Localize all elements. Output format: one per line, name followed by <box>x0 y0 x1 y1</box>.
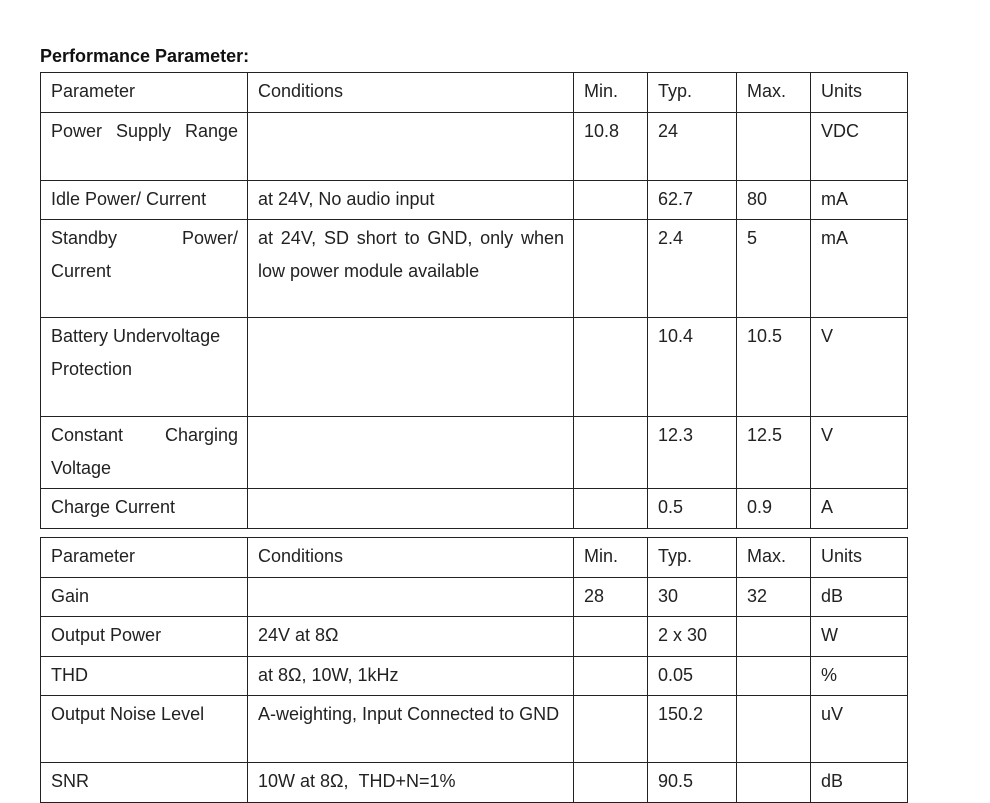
max-cell: 80 <box>737 180 811 220</box>
units-cell: mA <box>811 220 908 318</box>
header-cell: Units <box>811 538 908 578</box>
max-cell <box>737 112 811 180</box>
table-row <box>41 763 908 803</box>
parameter-cell-line: Power Supply Range <box>51 120 238 141</box>
max-cell <box>737 617 811 657</box>
max-cell: 0.9 <box>737 489 811 529</box>
conditions-cell: 10W at 8Ω, THD+N=1% <box>248 763 574 803</box>
typ-cell: 2.4 <box>648 220 737 318</box>
min-cell <box>574 318 648 417</box>
header-cell: Parameter <box>41 73 248 113</box>
conditions-cell: at 24V, SD short to GND, only when low power module available <box>248 220 574 318</box>
header-cell: Min. <box>574 73 648 113</box>
table-header-row <box>41 538 908 578</box>
typ-cell: 0.05 <box>648 656 737 696</box>
units-cell: V <box>811 417 908 489</box>
units-cell: % <box>811 656 908 696</box>
performance-table <box>40 537 908 803</box>
typ-cell: 12.3 <box>648 417 737 489</box>
table-row <box>41 180 908 220</box>
units-cell: dB <box>811 763 908 803</box>
max-cell <box>737 696 811 763</box>
conditions-cell <box>248 417 574 489</box>
units-cell: W <box>811 617 908 657</box>
min-cell <box>574 763 648 803</box>
conditions-cell: at 8Ω, 10W, 1kHz <box>248 656 574 696</box>
header-cell: Conditions <box>248 538 574 578</box>
max-cell: 5 <box>737 220 811 318</box>
header-cell: Typ. <box>648 73 737 113</box>
typ-cell: 10.4 <box>648 318 737 417</box>
units-cell: V <box>811 318 908 417</box>
conditions-cell <box>248 577 574 617</box>
units-cell: uV <box>811 696 908 763</box>
typ-cell: 150.2 <box>648 696 737 763</box>
min-cell: 10.8 <box>574 112 648 180</box>
header-cell: Units <box>811 73 908 113</box>
table-body <box>41 73 908 529</box>
header-cell: Max. <box>737 538 811 578</box>
parameter-cell: Output Noise Level <box>41 696 248 763</box>
table-row <box>41 220 908 318</box>
table-header-row <box>41 73 908 113</box>
min-cell <box>574 489 648 529</box>
min-cell: 28 <box>574 577 648 617</box>
table-row <box>41 696 908 763</box>
table-row <box>41 318 908 417</box>
header-cell: Conditions <box>248 73 574 113</box>
table-body <box>41 538 908 803</box>
typ-cell: 0.5 <box>648 489 737 529</box>
min-cell <box>574 180 648 220</box>
parameter-cell: Standby Power/ Current <box>41 220 248 318</box>
max-cell: 12.5 <box>737 417 811 489</box>
table-row <box>41 417 908 489</box>
parameter-cell: Gain <box>41 577 248 617</box>
section-title: Performance Parameter: <box>40 46 250 66</box>
header-cell: Max. <box>737 73 811 113</box>
min-cell <box>574 617 648 657</box>
max-cell: 32 <box>737 577 811 617</box>
conditions-cell <box>248 112 574 180</box>
parameter-cell: Idle Power/ Current <box>41 180 248 220</box>
min-cell <box>574 696 648 763</box>
min-cell <box>574 656 648 696</box>
typ-cell: 30 <box>648 577 737 617</box>
units-cell: dB <box>811 577 908 617</box>
header-cell: Min. <box>574 538 648 578</box>
performance-table <box>40 72 908 529</box>
table-row <box>41 617 908 657</box>
conditions-cell: at 24V, No audio input <box>248 180 574 220</box>
conditions-cell: A-weighting, Input Connected to GND <box>248 696 574 763</box>
parameter-cell: Charge Current <box>41 489 248 529</box>
conditions-cell <box>248 489 574 529</box>
typ-cell: 90.5 <box>648 763 737 803</box>
table-row <box>41 577 908 617</box>
units-cell: mA <box>811 180 908 220</box>
conditions-cell <box>248 318 574 417</box>
units-cell: A <box>811 489 908 529</box>
max-cell <box>737 763 811 803</box>
parameter-cell: Output Power <box>41 617 248 657</box>
max-cell: 10.5 <box>737 318 811 417</box>
parameter-cell: Battery Undervoltage Protection <box>41 318 248 417</box>
header-cell: Parameter <box>41 538 248 578</box>
header-cell: Typ. <box>648 538 737 578</box>
max-cell <box>737 656 811 696</box>
parameter-cell: Constant Charging Voltage <box>41 417 248 489</box>
parameter-cell: THD <box>41 656 248 696</box>
table-row <box>41 112 908 180</box>
conditions-cell: 24V at 8Ω <box>248 617 574 657</box>
parameter-cell: SNR <box>41 763 248 803</box>
typ-cell: 24 <box>648 112 737 180</box>
typ-cell: 2 x 30 <box>648 617 737 657</box>
parameter-cell <box>41 112 248 180</box>
min-cell <box>574 417 648 489</box>
table-row <box>41 489 908 529</box>
table-row <box>41 656 908 696</box>
typ-cell: 62.7 <box>648 180 737 220</box>
units-cell: VDC <box>811 112 908 180</box>
min-cell <box>574 220 648 318</box>
